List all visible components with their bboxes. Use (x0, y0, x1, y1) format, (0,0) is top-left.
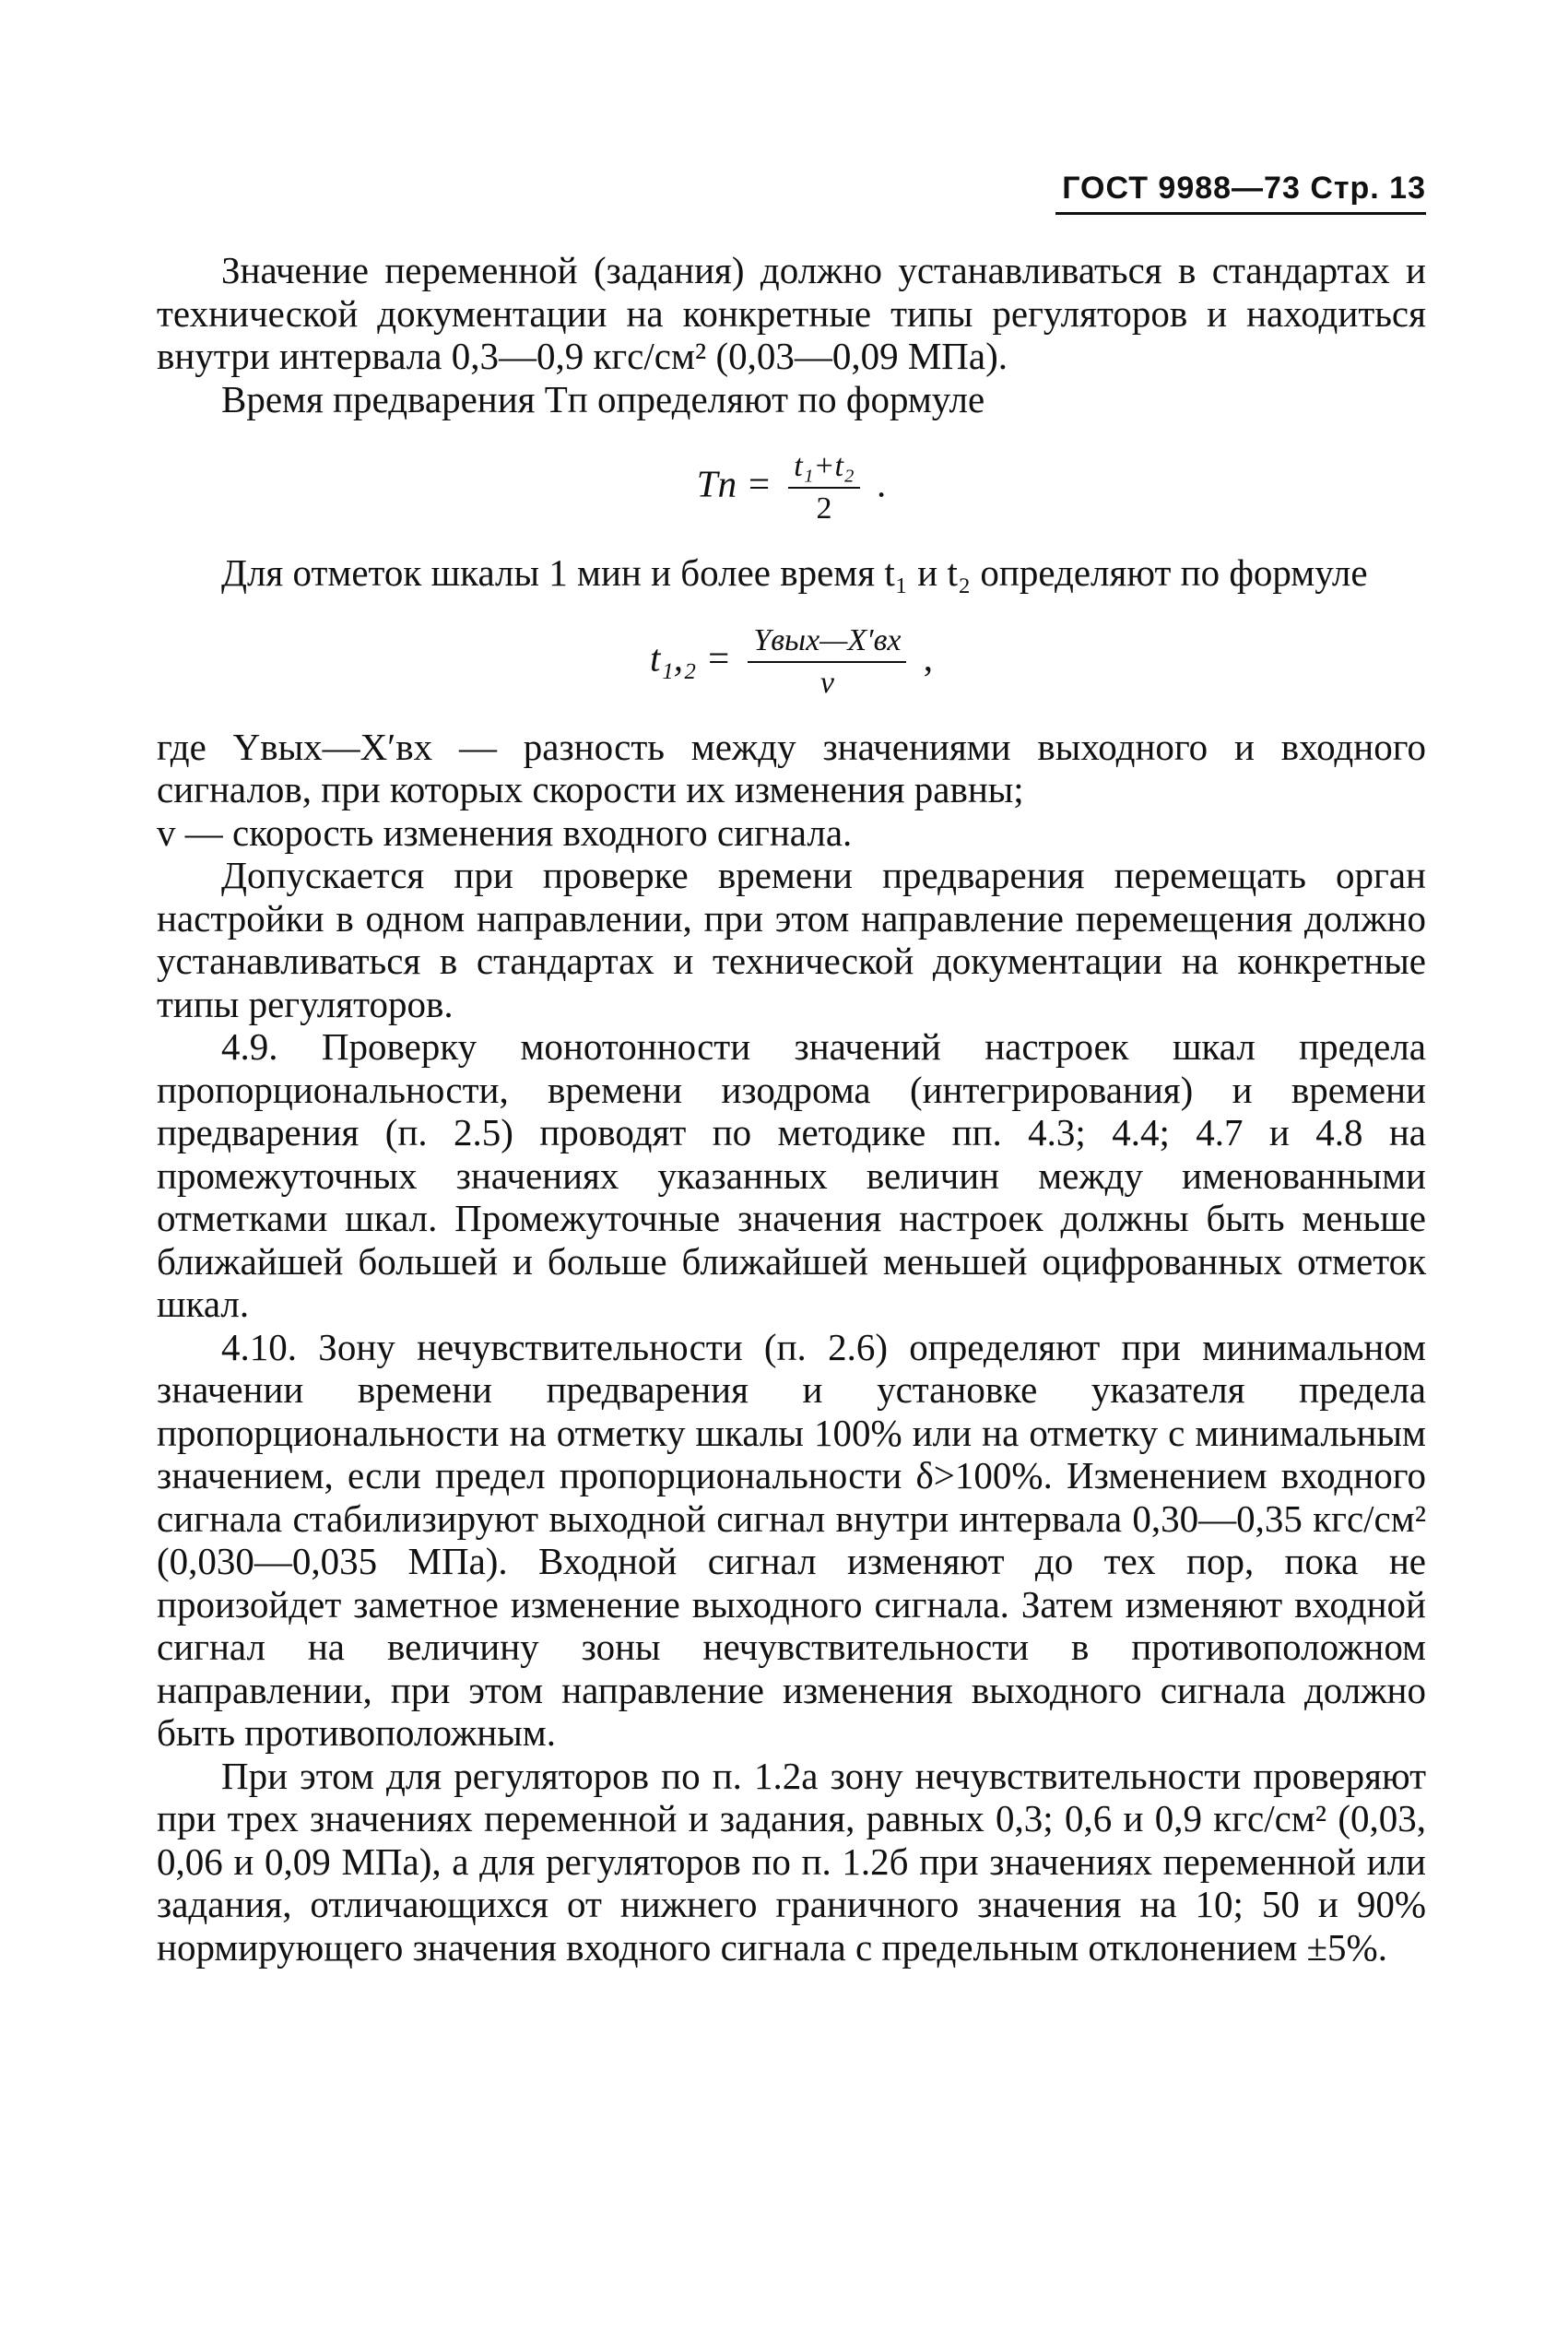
fraction (788, 446, 859, 529)
formula-tail: . (876, 462, 887, 505)
formula-tail: , (923, 635, 933, 679)
fraction-denominator: 2 (816, 491, 832, 526)
paragraph: Допускается при проверке времени предварения перемещать орган настройки в одном направлении, при этом направление перемещения должно устанавливаться в стандартах и технической документации на конкретные типы регуляторов. (157, 854, 1426, 1025)
fraction-numerator: t₁+t₂ (788, 446, 859, 489)
paragraph: Для отметок шкалы 1 мин и более время t₁ и t₂ определяют по формуле (221, 551, 1368, 594)
formula-lhs: t₁,₂ = (650, 635, 732, 679)
fraction-numerator: Yвых—X′вх (748, 621, 906, 663)
paragraph: Время предварения Tп определяют по формуле (221, 377, 985, 420)
paragraph: При этом для регуляторов по п. 1.2а зону нечувствительности проверяют при трех значениях переменной и задания, равных 0,3; 0,6 и 0,9 кгс/см² (0,03, 0,06 и 0,09 МПа), а для регуляторов по п. 1.2б при значениях переменной или задания, отличающихся от нижнего граничного значения на 10; 50 и 90% нормирующего значения входного сигнала с предельным отклонением ±5%. (157, 1754, 1426, 1969)
paragraph: 4.9. Проверку монотонности значений настроек шкал предела пропорциональности, времени изодрома (интегрирования) и времени предварения (п. 2.5) проводят по методике пп. 4.3; 4.4; 4.7 и 4.8 на промежуточных значениях указанных величин между именованными отметками шкал. Промежуточные значения настроек должны быть меньше ближайшей большей и больше ближайшей меньшей оцифрованных отметок шкал. (157, 1025, 1426, 1325)
formula-t12 (157, 621, 1426, 704)
where-clause: где Yвых—X′вх — разность между значениями выходного и входного сигналов, при которых скорости их изменения равны; (157, 725, 1426, 810)
page-header: ГОСТ 9988—73 Стр. 13 (1055, 171, 1426, 215)
fraction (748, 621, 906, 704)
where-clause: v — скорость изменения входного сигнала. (157, 810, 853, 854)
document-body (157, 249, 1426, 1969)
paragraph: Значение переменной (задания) должно устанавливаться в стандартах и технической документации на конкретные типы регуляторов и находиться внутри интервала 0,3—0,9 кгс/см² (0,03—0,09 МПа). (157, 249, 1426, 377)
formula-tp (157, 446, 1426, 529)
paragraph: 4.10. Зону нечувствительности (п. 2.6) определяют при минимальном значении времени предварения и установке указателя предела пропорциональности на отметку шкалы 100% или на отметку с минимальным значением, если предел пропорциональности δ>100%. Изменением входного сигнала стабилизируют выходной сигнал внутри интервала 0,30—0,35 кгс/см² (0,030—0,035 МПа). Входной сигнал изменяют до тех пор, пока не произойдет заметное изменение выходного сигнала. Затем изменяют входной сигнал на величину зоны нечувствительности в противоположном направлении, при этом направление изменения выходного сигнала должно быть противоположным. (157, 1325, 1426, 1754)
fraction-denominator: v (819, 665, 834, 700)
formula-lhs: Tп = (696, 462, 772, 505)
